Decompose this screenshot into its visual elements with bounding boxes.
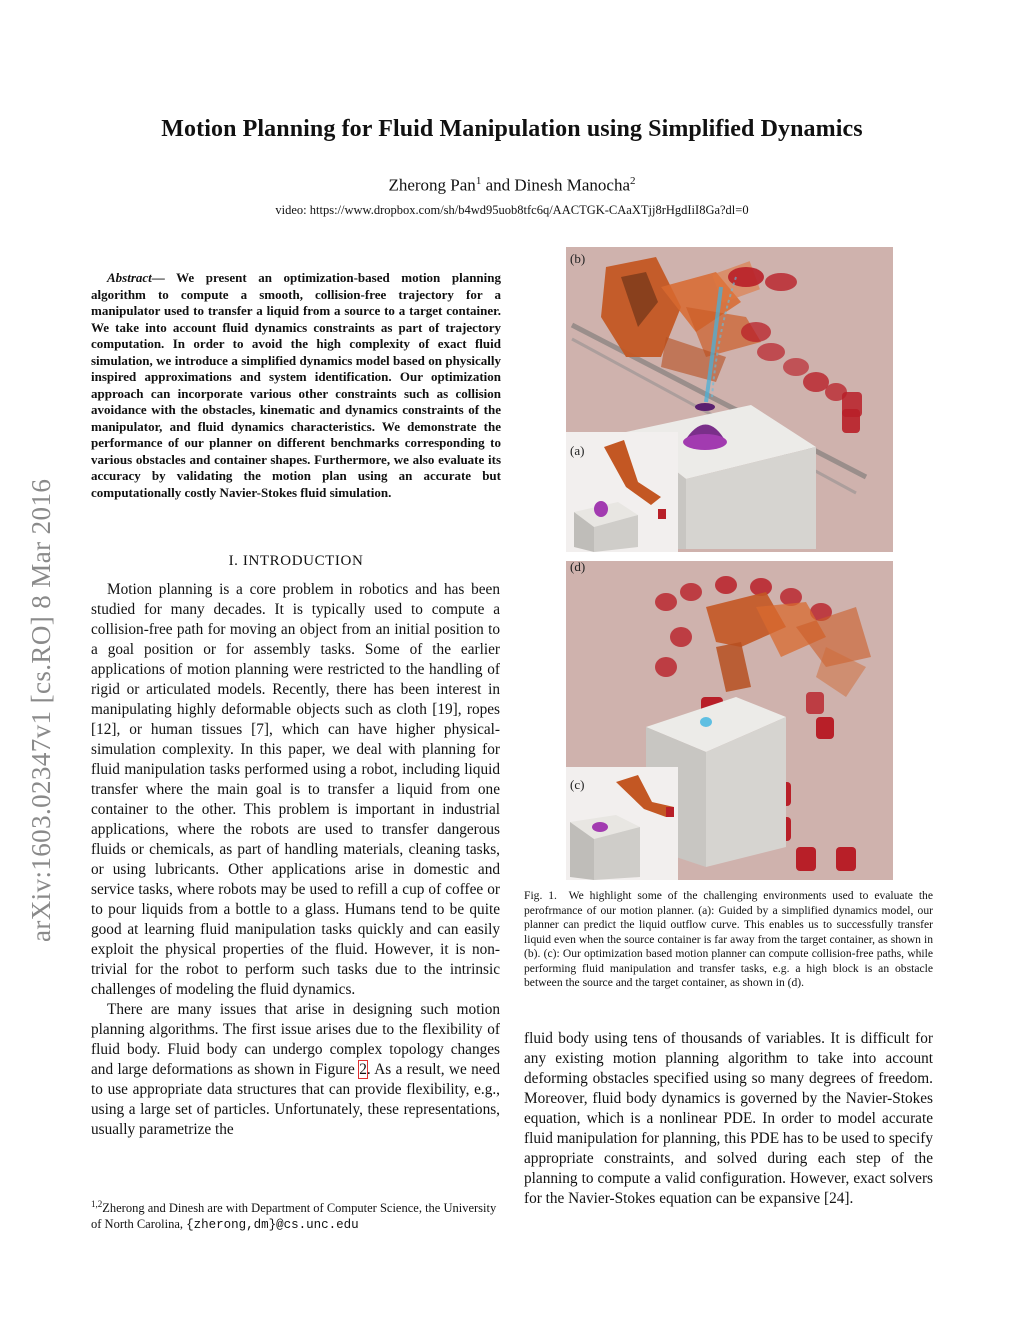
panel-b-label: (b) bbox=[570, 251, 586, 266]
footnote bbox=[91, 1196, 501, 1233]
author-1-affiliation: 1 bbox=[475, 175, 482, 187]
figure-2-reference-link[interactable]: 2 bbox=[359, 1061, 367, 1078]
figure-1-image bbox=[566, 247, 893, 880]
caption-text: We highlight some of the challenging environments used to evaluate the perofrmance of our motion planner. (a): Guided by a simplified dynamics model, our planner can predict the liquid outflow curve. This enables us to successfully transfer liquid even when the source container is far away from the target container, as shown in (b). (c): Our optimization based motion planner can compute collision-free paths, while performing fluid manipulation and transfer tasks, e.g. a high block is an obstacle between the source and the target container, as shown in (d). bbox=[524, 889, 933, 989]
intro-paragraph-2-end: . As a result, we need to use appropriate data structures that can provide flexibility, e.g., using a large set of particles. Unfortunately, these representations, usually parametrize the bbox=[91, 1061, 500, 1138]
footnote-text: Zherong and Dinesh are with Department of Computer Science, the University of North Carolina, bbox=[91, 1201, 497, 1232]
intro-paragraph-1: Motion planning is a core problem in robotics and has been studied for many decades. It is typically used to compute a collision-free path for moving an object from an initial position to a goal position or for assembly tasks. Some of the earlier applications of motion planning were restricted to the handling of rigid or articulated models. Recently, there has been interest in manipulating highly deformable objects such as cloth [19], ropes [12], or human tissues [7], which can have higher physical-simulation complexity. In this paper, we deal with planning for fluid manipulation tasks performed using a robot, including liquid transfer where the main goal is to transfer a liquid from one container to the other. This problem is important in industrial applications, where the robots are used to transfer dangerous fluids or chemicals, as part of handling materials, cleaning tasks, or using lubricants. Other applications arise in domestic and service tasks, where robots may be used to refill a cup of coffee or to pour liquids from a bottle to a glass. Humans tend to be quite good at learning fluid manipulation tasks quickly and can easily exploit the physical properties of the fluid. However, it is non-trivial for the robot to perform such tasks due to the intrinsic challenges of modeling the fluid dynamics. bbox=[91, 581, 500, 998]
video-link[interactable]: video: https://www.dropbox.com/sh/b4wd95uob8tfc6q/AACTGK-CAaXTjj8rHgdIiI8Ga?dl=0 bbox=[275, 203, 749, 217]
left-column-body bbox=[91, 580, 500, 1140]
intro-paragraph-2-start: There are many issues that arise in designing such motion planning algorithms. The first issue arises due to the flexibility of fluid body. Fluid body can undergo complex topology changes and large deformations as shown in Figure bbox=[91, 1001, 500, 1078]
panel-a-label: (a) bbox=[570, 443, 585, 458]
footnote-email: {zherong,dm}@cs.unc.edu bbox=[186, 1218, 359, 1233]
author-1: Zherong Pan bbox=[388, 175, 476, 195]
author-2: Dinesh Manocha bbox=[514, 175, 631, 195]
author-2-affiliation: 2 bbox=[630, 175, 636, 187]
abstract-dash: — bbox=[151, 270, 165, 285]
author-and: and bbox=[485, 175, 511, 195]
intro-paragraph-2 bbox=[91, 1000, 500, 1140]
figure-1-caption bbox=[524, 889, 933, 991]
right-column-body bbox=[524, 1029, 933, 1209]
paper-title: Motion Planning for Fluid Manipulation using Simplified Dynamics bbox=[161, 116, 863, 142]
intro-paragraph-2-continued: fluid body using tens of thousands of variables. It is difficult for any existing motion planning algorithm to take into account deforming obstacles specified using so many degrees of freedom. Moreover, fluid body dynamics is governed by the Navier-Stokes equation, which is a nonlinear PDE. In order to model accurate fluid manipulation for planning, this PDE has to be used to specify appropriate constraints, and solved during each step of the planning to compute a valid configuration. However, exact solvers for the Navier-Stokes equation can be expansive [24]. bbox=[524, 1030, 933, 1207]
section-heading-introduction: I. INTRODUCTION bbox=[228, 553, 364, 569]
author-line bbox=[60, 175, 964, 196]
abstract bbox=[91, 270, 501, 501]
abstract-label: Abstract bbox=[107, 270, 152, 285]
figure-1 bbox=[566, 247, 893, 880]
abstract-text: We present an optimization-based motion planning algorithm to compute a smooth, collision-free trajectory for a manipulator used to transfer a liquid from a source to a target container. We take into account fluid dynamics constraints as part of trajectory computation. In order to avoid the high complexity of exact fluid simulation, we introduce a simplified dynamics model based on physically inspired approximations and system identification. Our optimization approach can incorporate various other constraints such as collision avoidance with the obstacles, kinematic and dynamics constraints of the manipulator, and fluid dynamics characteristics. We demonstrate the performance of our planner on different benchmarks corresponding to various obstacles and container shapes. Furthermore, we also evaluate its accuracy by validating the motion plan using an accurate but computationally costly Navier-Stokes fluid simulation. bbox=[91, 270, 501, 500]
panel-d-label: (d) bbox=[570, 559, 586, 574]
footnote-marker: 1,2 bbox=[91, 1199, 103, 1209]
arxiv-stamp: arXiv:1603.02347v1 [cs.RO] 8 Mar 2016 bbox=[26, 478, 56, 942]
caption-label: Fig. 1. bbox=[524, 889, 557, 902]
panel-c-label: (c) bbox=[570, 777, 585, 792]
